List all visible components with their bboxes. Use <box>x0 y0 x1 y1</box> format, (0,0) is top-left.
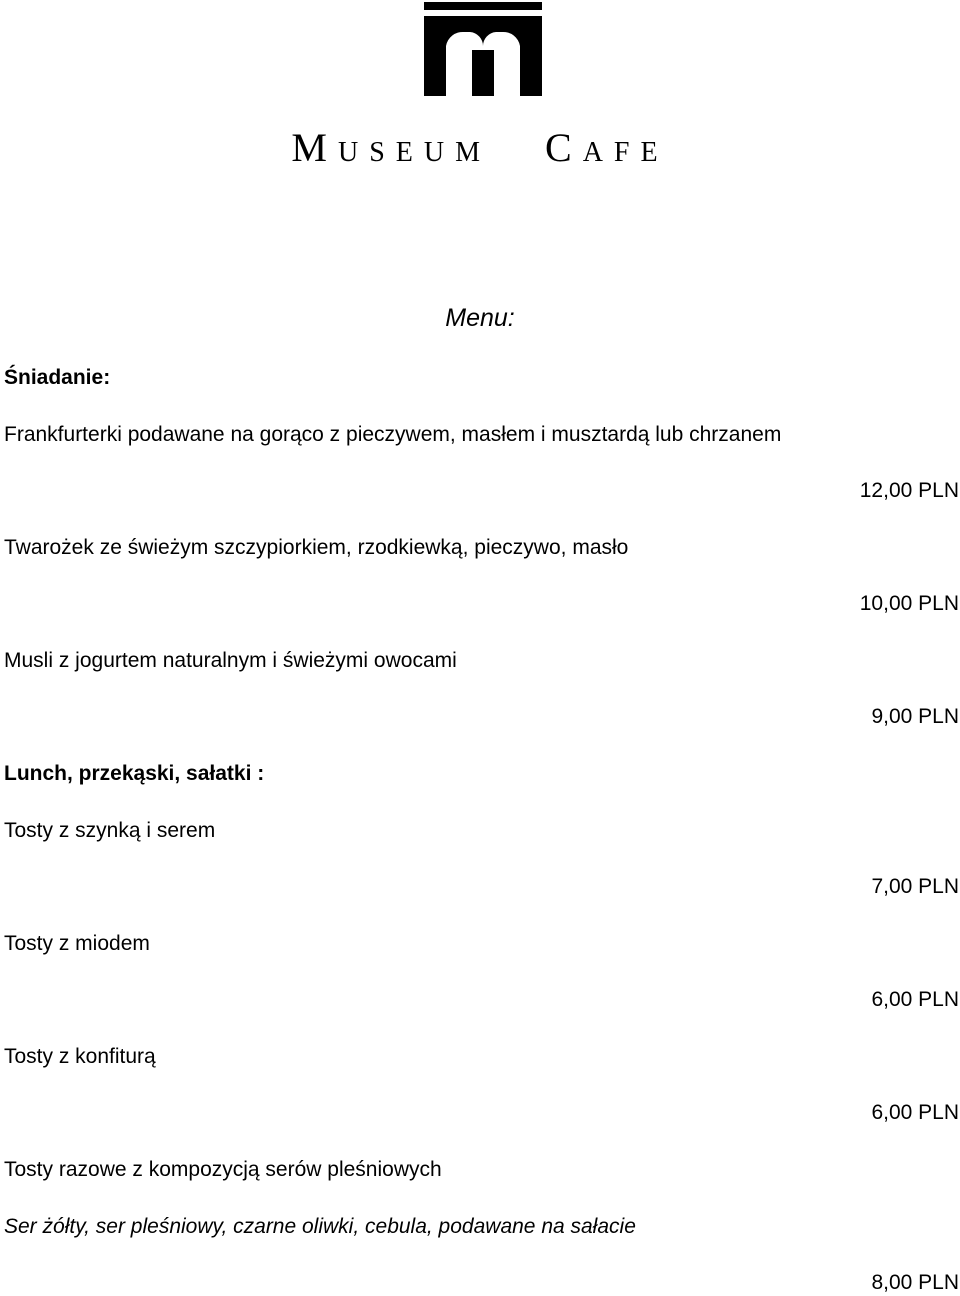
menu-item-name: Frankfurterki podawane na gorąco z pieczywem, masłem i musztardą lub chrzanem <box>4 423 782 446</box>
menu-item-price: 6,00 PLN <box>871 988 959 1011</box>
menu-item-name: Tosty z miodem <box>4 932 150 955</box>
menu-item-price: 10,00 PLN <box>859 592 959 615</box>
menu-item-name: Twarożek ze świeżym szczypiorkiem, rzodkiewką, pieczywo, masło <box>4 536 629 559</box>
museum-cafe-logo <box>0 0 960 180</box>
menu-item-price: 8,00 PLN <box>871 1271 959 1294</box>
menu-item-description: Ser żółty, ser pleśniowy, czarne oliwki, cebula, podawane na sałacie <box>4 1215 636 1238</box>
section-heading-lunch: Lunch, przekąski, sałatki : <box>4 762 265 785</box>
section-heading-breakfast: Śniadanie: <box>4 366 111 389</box>
menu-item-price: 9,00 PLN <box>871 705 959 728</box>
menu-item-name: Tosty razowe z kompozycją serów pleśniowych <box>4 1158 442 1181</box>
menu-title: Menu: <box>445 304 515 332</box>
logo-word1-rest: USEUM <box>337 137 491 168</box>
menu-item-name: Musli z jogurtem naturalnym i świeżymi owocami <box>4 649 457 672</box>
menu-item-name: Tosty z konfiturą <box>4 1045 156 1068</box>
logo-wordmark <box>0 125 960 173</box>
menu-item-name: Tosty z szynką i serem <box>4 819 216 842</box>
menu-item-price: 7,00 PLN <box>871 875 959 898</box>
logo-word1-initial: M <box>291 125 338 170</box>
logo-word2-initial: C <box>545 125 583 170</box>
colonnade-arch-icon <box>424 2 542 96</box>
logo-word2-rest: AFE <box>582 137 669 168</box>
menu-item-price: 6,00 PLN <box>871 1101 959 1124</box>
menu-item-price: 12,00 PLN <box>859 479 959 502</box>
